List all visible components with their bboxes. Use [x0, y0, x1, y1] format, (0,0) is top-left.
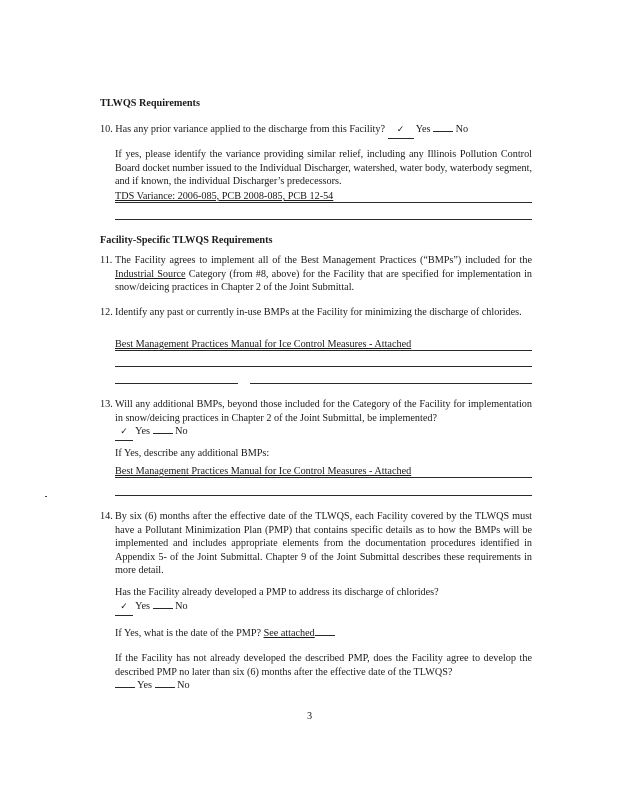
- q10-yes-blank: [388, 123, 414, 139]
- q12-answer-line: [115, 350, 532, 351]
- page-number: 3: [307, 711, 313, 722]
- scan-mark: [45, 496, 47, 497]
- q12-line-2: [115, 366, 532, 367]
- q12-number: 12.: [100, 307, 113, 318]
- q10-number: 10.: [100, 124, 113, 135]
- q10-blank-line: [115, 219, 532, 220]
- q11-number: 11.: [100, 255, 113, 266]
- q14-develop-yes-no: Yes No: [115, 679, 190, 693]
- section-heading-tlwqs: TLWQS Requirements: [100, 98, 200, 109]
- check-icon: ✓: [396, 125, 405, 135]
- q14-develop-no-blank: [155, 687, 175, 688]
- q13-no-blank: [153, 433, 173, 434]
- q12-text: Identify any past or currently in-use BMPs at the Facility for minimizing the discharge of chlorides.: [115, 307, 522, 318]
- q10-yes-label: Yes: [415, 124, 431, 135]
- q13-answer: Best Management Practices Manual for Ice Control Measures - Attached: [115, 466, 412, 477]
- q14-pmp-yes-no: ✓ Yes No: [115, 600, 188, 616]
- q13-blank-line: [115, 495, 532, 496]
- q10-no-label: No: [455, 124, 469, 135]
- q10-answer-line: [115, 202, 532, 203]
- q14-yes-blank: [115, 600, 133, 616]
- check-icon: ✓: [120, 427, 128, 437]
- q13-yes-blank: [115, 425, 133, 441]
- q10-followup: If yes, please identify the variance providing similar relief, including any Illinois Pollution Control Board docket number issued to the Individual Discharger, watershed, water body, waterbody segment, and if known, the individual Discharger’s predecessors.: [115, 149, 532, 188]
- q11-text: The Facility agrees to implement all of the Best Management Practices (“BMPs”) included for the Industrial Source Category (from #8, above) for the Facility that are specified for implementation in snow/deicing practices in Chapter 2 of the Joint Submittal.: [115, 255, 532, 294]
- section-heading-facility: Facility-Specific TLWQS Requirements: [100, 235, 273, 246]
- q13-answer-line: [115, 477, 532, 478]
- q14-number: 14.: [100, 511, 113, 522]
- q12-line-3b: [250, 383, 532, 384]
- q14-develop-yes-blank: [115, 687, 135, 688]
- q12-answer: Best Management Practices Manual for Ice Control Measures - Attached: [115, 339, 412, 350]
- q13-text: Will any additional BMPs, beyond those included for the Category of the Facility for implementation in snow/deicing practices in Chapter 2 of the Joint Submittal, be implemented?: [115, 399, 532, 424]
- q14-date-answer: See attached: [263, 628, 315, 639]
- q13-number: 13.: [100, 399, 113, 410]
- q10-no-blank: [433, 131, 453, 132]
- q13-yes-no: ✓ Yes No: [115, 425, 188, 441]
- q14-no-blank: [153, 608, 173, 609]
- q14-pmp-question: Has the Facility already developed a PMP to address its discharge of chlorides?: [115, 587, 439, 598]
- q10-text: Has any prior variance applied to the discharge from this Facility?: [115, 124, 385, 135]
- q14-develop-question: If the Facility has not already developed the described PMP, does the Facility agree to develop the described PMP no later than six (6) months after the effective date of the TLWQS?: [115, 653, 532, 678]
- q12-line-3a: [115, 383, 238, 384]
- q13-describe: If Yes, describe any additional BMPs:: [115, 448, 270, 459]
- q14-date-line: [315, 635, 335, 636]
- q14-text: By six (6) months after the effective date of the TLWQS, each Facility covered by the TLWQS must have a Pollutant Minimization Plan (PMP) that contains specific details as to how the BMPs will be implemented and includes appropriate elements from the documentation procedures identified in Appendix 5- of the Joint Submittal. Chapter 9 of the Joint Submittal describes these requirements in more detail.: [115, 511, 532, 577]
- q10-answer: TDS Variance: 2006-085, PCB 2008-085, PCB 12-54: [115, 191, 334, 202]
- q10-row: [100, 123, 468, 139]
- check-icon: ✓: [120, 602, 128, 612]
- q14-date-row: If Yes, what is the date of the PMP? See attached: [115, 627, 335, 641]
- q11-category-fill: Industrial Source: [115, 268, 186, 280]
